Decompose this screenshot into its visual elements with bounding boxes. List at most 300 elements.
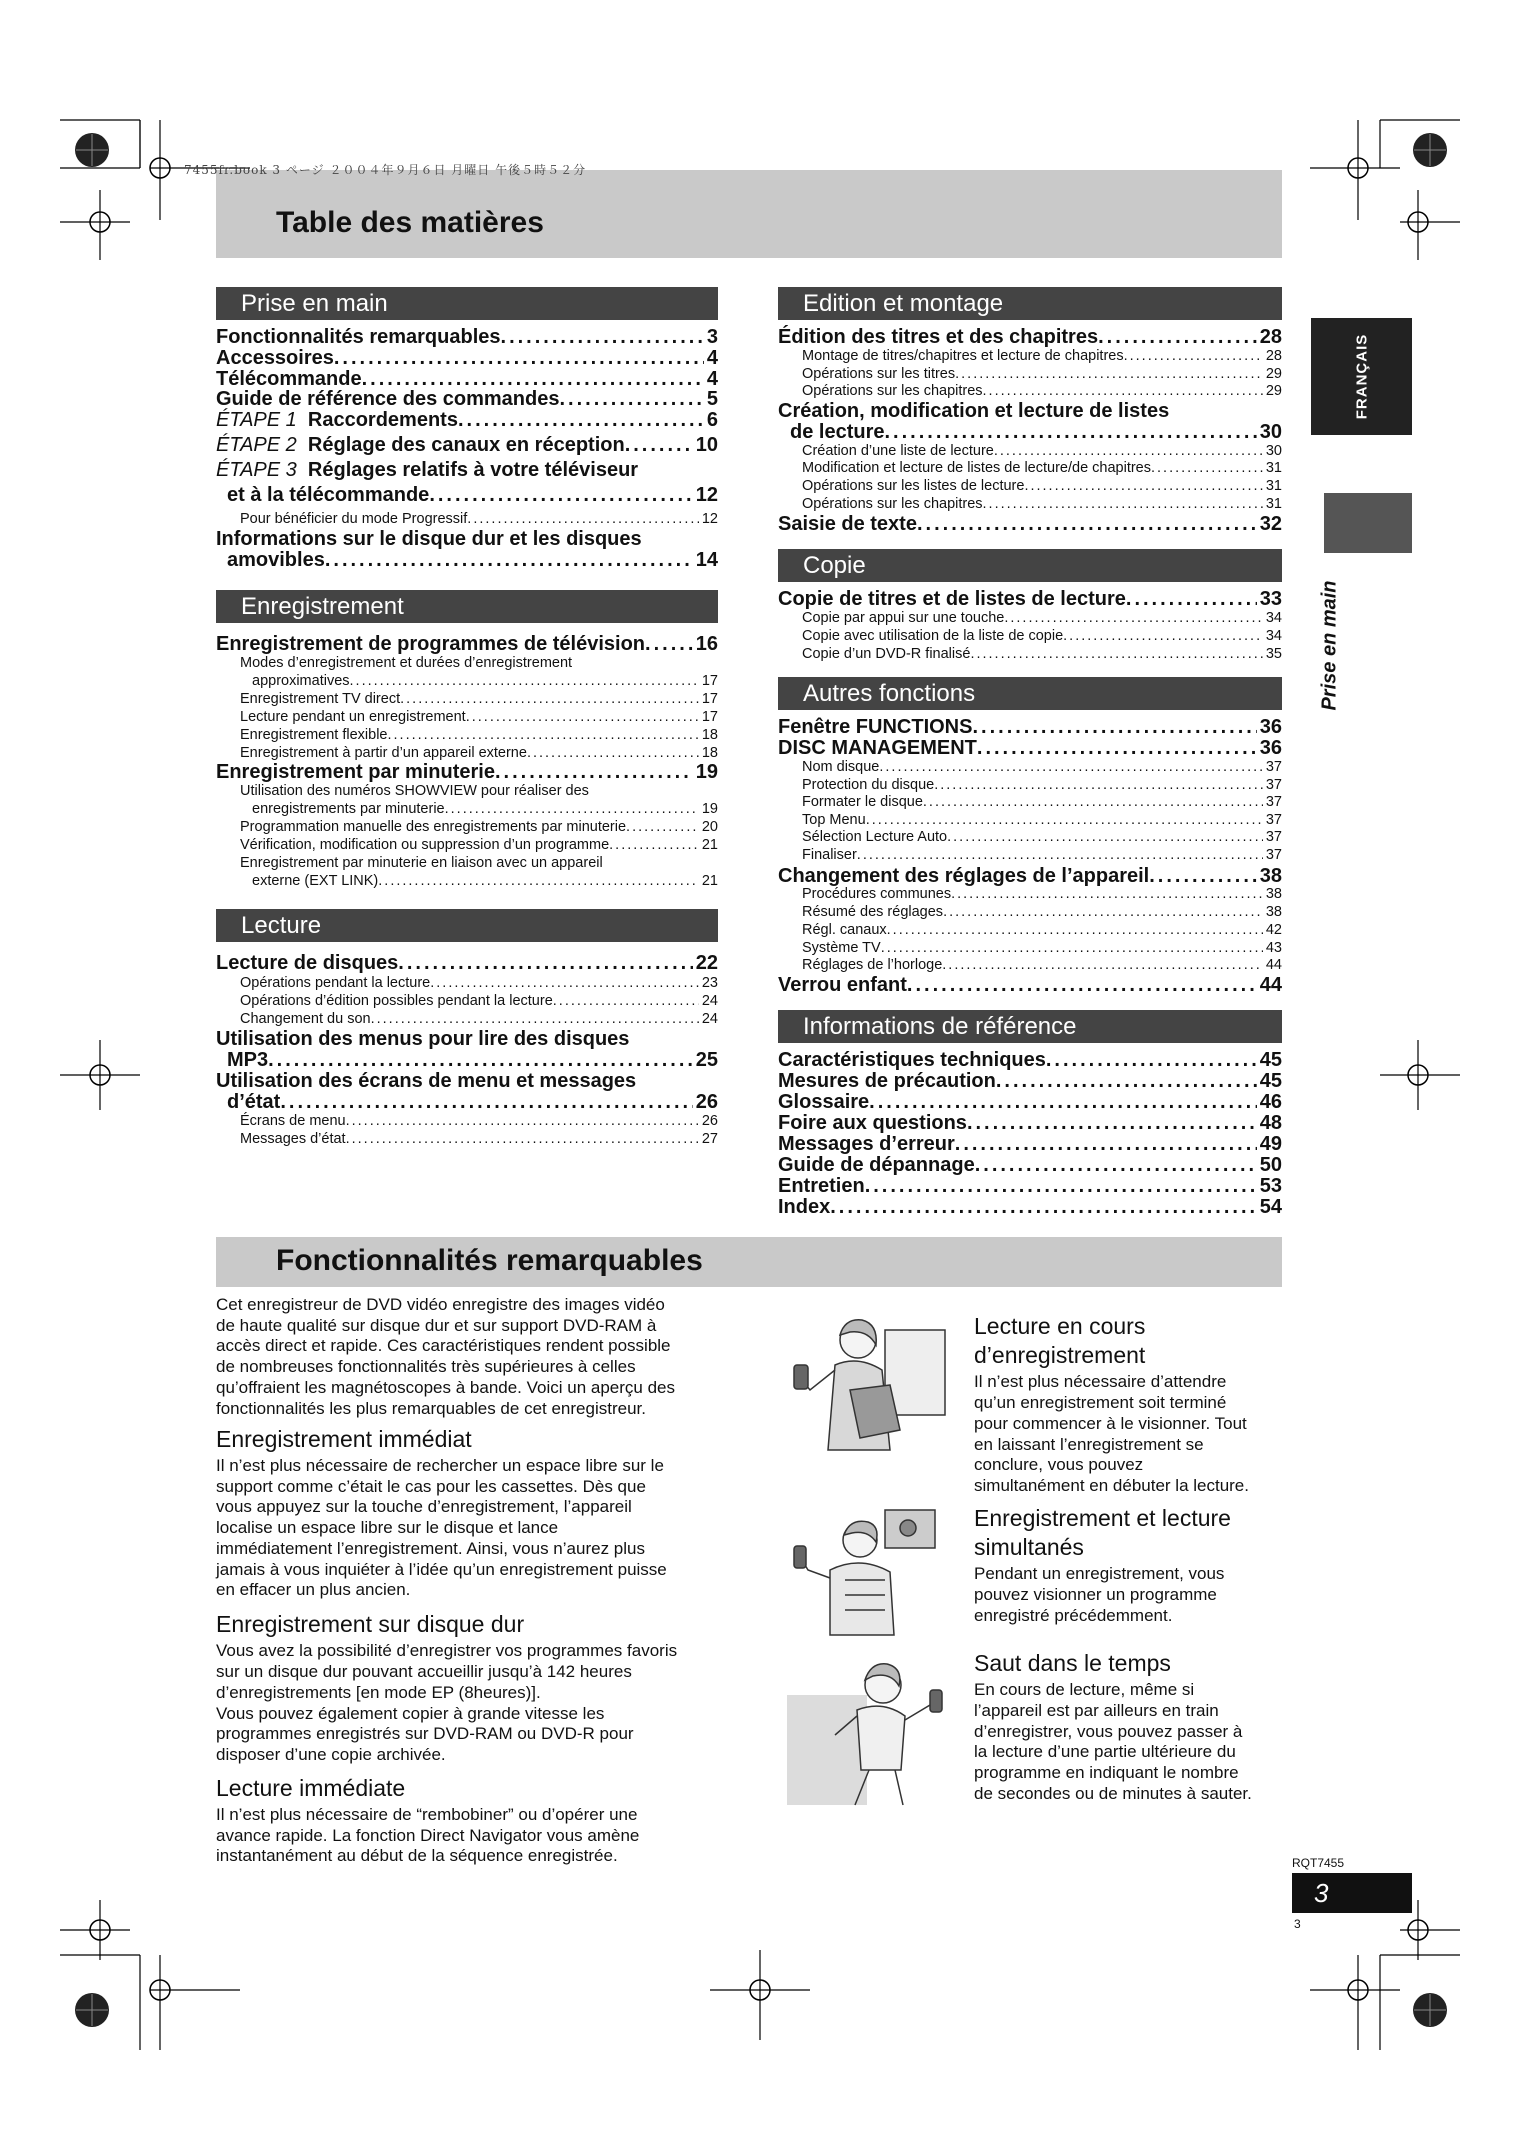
toc-page: 17 [701, 691, 718, 707]
toc-entry-label: externe (EXT LINK) [252, 873, 379, 889]
toc-leader [951, 886, 1263, 903]
illustration-woman-phone [790, 1310, 950, 1460]
toc-entry-label: Création d’une liste de lecture [802, 443, 994, 459]
toc-leader [378, 873, 699, 890]
toc-page: 19 [695, 761, 718, 783]
toc-entry-label: d’état [227, 1091, 281, 1113]
toc-page: 31 [1265, 460, 1282, 476]
file-stamp: 7455fr.book 3 ページ ２００４年９月６日 月曜日 午後５時５２分 [184, 163, 587, 177]
toc-entry-label: approximatives [252, 673, 350, 689]
toc-subentry[interactable] [240, 975, 718, 992]
toc-subentry[interactable] [240, 837, 718, 854]
toc-entry-label: Messages d’état [240, 1131, 346, 1147]
toc-leader [346, 1131, 699, 1148]
feature-heading: simultanés [974, 1534, 1084, 1560]
feature-line: enregistré précédemment. [974, 1606, 1173, 1625]
toc-leader [625, 435, 693, 456]
toc-subentry[interactable] [802, 759, 1282, 776]
toc-leader [371, 1011, 699, 1028]
toc-leader [830, 1197, 1257, 1218]
toc-page: 22 [695, 952, 718, 974]
section-head-enregistrement: Enregistrement [216, 590, 718, 623]
toc-entry-label: Édition des titres et des chapitres [778, 326, 1099, 348]
toc-subentry[interactable] [240, 993, 718, 1010]
feature-line: de secondes ou de minutes à sauter. [974, 1784, 1252, 1803]
toc-leader [917, 514, 1257, 535]
toc-page: 16 [695, 633, 718, 655]
toc-page: 29 [1265, 366, 1282, 382]
feature-line: support comme c’était le cas pour les cassettes. Dès que [216, 1477, 646, 1496]
toc-entry[interactable] [778, 1113, 1282, 1134]
toc-page: 20 [701, 819, 718, 835]
toc-leader [947, 829, 1263, 846]
features-intro-line: accès direct et rapide. Ces caractéristiques rendent possible [216, 1336, 671, 1355]
toc-leader [466, 709, 699, 726]
toc-subentry[interactable] [240, 745, 718, 762]
section-tab-label: Prise en main [1318, 579, 1341, 711]
toc-entry[interactable] [216, 369, 718, 390]
toc-page: 34 [1265, 610, 1282, 626]
toc-entry[interactable] [778, 327, 1282, 348]
feature-line: En cours de lecture, même si [974, 1680, 1195, 1699]
toc-entry-label: DISC MANAGEMENT [778, 737, 977, 759]
toc-entry-label: Guide de dépannage [778, 1154, 975, 1176]
toc-leader [942, 957, 1263, 974]
feature-line: d’enregistrer, vous pouvez passer à [974, 1722, 1243, 1741]
toc-entry[interactable] [778, 866, 1282, 887]
toc-page: 26 [701, 1113, 718, 1129]
toc-subentry[interactable] [802, 628, 1282, 645]
feature-line: instantanément au début de la séquence enregistrée. [216, 1846, 618, 1865]
toc-entry-label: Changement des réglages de l’appareil [778, 865, 1150, 887]
toc-page: 30 [1265, 443, 1282, 459]
toc-entry[interactable] [216, 634, 718, 655]
toc-subentry[interactable] [802, 443, 1282, 460]
toc-entry-label: Opérations sur les listes de lecture [802, 478, 1025, 494]
toc-entry-label: Foire aux questions [778, 1112, 967, 1134]
toc-entry-line[interactable]: Utilisation des menus pour lire des disques [216, 1028, 630, 1050]
toc-leader [1149, 866, 1257, 887]
toc-entry[interactable] [216, 327, 718, 348]
features-title: Fonctionnalités remarquables [276, 1244, 703, 1277]
section-tab-marker [1324, 493, 1412, 553]
model-code: RQT7455 [1292, 1856, 1345, 1870]
toc-page: 37 [1265, 847, 1282, 863]
toc-entry-label: Montage de titres/chapitres et lecture de chapitres [802, 348, 1124, 364]
toc-leader [609, 837, 699, 854]
toc-leader [1004, 610, 1263, 627]
toc-leader [884, 422, 1256, 443]
feature-line: programmes enregistrés sur DVD-RAM ou DVD-R pour [216, 1724, 634, 1743]
feature-line: qu’un enregistrement soit terminé [974, 1393, 1227, 1412]
section-head-prise-en-main: Prise en main [216, 287, 718, 320]
features-header-bar [216, 1237, 1282, 1287]
toc-page: 38 [1265, 904, 1282, 920]
toc-subentry[interactable] [802, 940, 1282, 957]
section-head-copie: Copie [778, 549, 1282, 582]
toc-entry[interactable] [216, 410, 718, 431]
toc-entry-label: Guide de référence des commandes [216, 388, 560, 410]
language-tab-label: FRANÇAIS [1353, 333, 1370, 420]
toc-page: 49 [1259, 1133, 1282, 1155]
toc-leader [983, 496, 1263, 513]
toc-entry-label: Caractéristiques techniques [778, 1049, 1046, 1071]
toc-leader [977, 738, 1257, 759]
toc-page: 33 [1259, 588, 1282, 610]
toc-entry-label: Opérations pendant la lecture [240, 975, 431, 991]
toc-page: 24 [701, 993, 718, 1009]
features-intro-line: de nombreuses fonctionnalités très supérieures à celles [216, 1357, 636, 1376]
toc-entry-line[interactable]: Utilisation des écrans de menu et messages [216, 1070, 637, 1092]
toc-page: 54 [1259, 1196, 1282, 1218]
toc-entry[interactable] [227, 1092, 718, 1113]
toc-leader [907, 975, 1257, 996]
toc-entry-label: Entretien [778, 1175, 865, 1197]
feature-line: immédiatement l’enregistrement. Ainsi, vous n’aurez plus [216, 1539, 645, 1558]
toc-page: 21 [701, 873, 718, 889]
section-head-autres: Autres fonctions [778, 677, 1282, 710]
toc-subentry[interactable] [240, 727, 718, 744]
toc-subentry[interactable] [802, 794, 1282, 811]
toc-step: ÉTAPE 3 [216, 459, 297, 481]
page-number-small: 3 [1294, 1917, 1301, 1931]
toc-page: 30 [1259, 421, 1282, 443]
toc-subentry[interactable] [802, 829, 1282, 846]
toc-subentry[interactable] [802, 777, 1282, 794]
toc-entry[interactable] [778, 1071, 1282, 1092]
toc-leader [325, 550, 693, 571]
toc-subentry[interactable] [802, 847, 1282, 864]
toc-leader [983, 383, 1263, 400]
toc-subentry[interactable] [802, 922, 1282, 939]
toc-page: 10 [695, 434, 718, 456]
section-head-edition: Edition et montage [778, 287, 1282, 320]
toc-entry-label: Protection du disque [802, 777, 935, 793]
toc-entry-label: Écrans de menu [240, 1113, 346, 1129]
toc-entry[interactable] [778, 717, 1282, 738]
toc-entry-label: Enregistrement de programmes de télévision [216, 633, 646, 655]
toc-entry-label: Changement du son [240, 1011, 371, 1027]
toc-leader [429, 485, 692, 506]
toc-entry[interactable] [778, 514, 1282, 535]
toc-leader [346, 1113, 699, 1130]
toc-leader [955, 366, 1263, 383]
toc-leader [1124, 348, 1263, 365]
feature-line: vous appuyez sur la touche d’enregistrement, l’appareil [216, 1497, 632, 1516]
toc-leader [955, 1134, 1257, 1155]
toc-entry-label: Modification et lecture de listes de lecture/de chapitres [802, 460, 1151, 476]
toc-entry[interactable] [778, 589, 1282, 610]
toc-entry[interactable] [216, 348, 718, 369]
toc-header-bar [216, 170, 1282, 258]
feature-line: Vous pouvez également copier à grande vitesse les [216, 1704, 605, 1723]
toc-entry-label: Enregistrement à partir d’un appareil externe [240, 745, 527, 761]
toc-subentry[interactable] [802, 886, 1282, 903]
toc-page: 23 [701, 975, 718, 991]
toc-entry-label: Procédures communes [802, 886, 952, 902]
toc-entry-label: Enregistrement par minuterie [216, 761, 495, 783]
toc-leader [362, 369, 704, 390]
toc-entry-label: Verrou enfant [778, 974, 907, 996]
toc-page: 36 [1259, 716, 1282, 738]
toc-page: 38 [1259, 865, 1282, 887]
toc-leader [996, 1071, 1257, 1092]
toc-subentry-line[interactable]: Enregistrement par minuterie en liaison avec un appareil [240, 855, 603, 871]
toc-leader [1098, 327, 1257, 348]
toc-leader [869, 1092, 1257, 1113]
toc-subentry[interactable] [802, 366, 1282, 383]
toc-entry-label: Top Menu [802, 812, 866, 828]
feature-line: Il n’est plus nécessaire d’attendre [974, 1372, 1227, 1391]
toc-entry-label: Opérations sur les chapitres [802, 383, 983, 399]
feature-line: d’enregistrements [en mode EP (8heures)]. [216, 1683, 541, 1702]
toc-entry-label: Pour bénéficier du mode Progressif [240, 511, 468, 527]
toc-entry-label: Lecture de disques [216, 952, 399, 974]
page-title: Table des matières [276, 206, 544, 239]
toc-entry-line[interactable]: Informations sur le disque dur et les disques [216, 528, 642, 550]
toc-page: 31 [1265, 496, 1282, 512]
toc-entry-label: Copie d’un DVD-R finalisé [802, 646, 971, 662]
toc-entry-label: Réglages de l’horloge [802, 957, 943, 973]
toc-leader [1151, 460, 1263, 477]
toc-subentry[interactable] [802, 610, 1282, 627]
toc-subentry-line[interactable]: Utilisation des numéros SHOWVIEW pour réaliser des [240, 783, 589, 799]
toc-subentry[interactable] [802, 646, 1282, 663]
toc-entry-label: Formater le disque [802, 794, 923, 810]
toc-entry[interactable] [227, 485, 718, 506]
toc-page: 12 [701, 511, 718, 527]
toc-page: 43 [1265, 940, 1282, 956]
toc-entry-label: de lecture [790, 421, 885, 443]
toc-leader [1063, 628, 1263, 645]
feature-line: programme en indiquant le nombre [974, 1763, 1239, 1782]
toc-leader [553, 993, 699, 1010]
toc-page: 17 [701, 673, 718, 689]
toc-entry-label: Enregistrement flexible [240, 727, 388, 743]
toc-page: 53 [1259, 1175, 1282, 1197]
toc-subentry[interactable] [240, 1131, 718, 1148]
toc-subentry[interactable] [252, 873, 718, 890]
toc-leader [398, 953, 692, 974]
toc-subentry[interactable] [252, 801, 718, 818]
toc-entry-label: Nom disque [802, 759, 880, 775]
toc-leader [400, 691, 699, 708]
toc-entry[interactable] [778, 1155, 1282, 1176]
toc-page: 29 [1265, 383, 1282, 399]
toc-page: 28 [1265, 348, 1282, 364]
toc-page: 18 [701, 745, 718, 761]
toc-page: 37 [1265, 759, 1282, 775]
toc-page: 18 [701, 727, 718, 743]
toc-subentry[interactable] [802, 904, 1282, 921]
toc-leader [972, 717, 1256, 738]
toc-entry-label: Fenêtre FUNCTIONS [778, 716, 973, 738]
toc-entry-label: Opérations d’édition possibles pendant la lecture [240, 993, 553, 1009]
toc-page: 28 [1259, 326, 1282, 348]
feature-line: pouvez visionner un programme [974, 1585, 1217, 1604]
toc-page: 37 [1265, 829, 1282, 845]
toc-subentry[interactable] [802, 496, 1282, 513]
toc-subentry[interactable] [240, 709, 718, 726]
toc-entry-label: et à la télécommande [227, 484, 430, 506]
toc-leader [645, 634, 693, 655]
toc-leader [865, 1176, 1257, 1197]
toc-page: 19 [701, 801, 718, 817]
toc-page: 45 [1259, 1070, 1282, 1092]
toc-page: 50 [1259, 1154, 1282, 1176]
toc-page: 38 [1265, 886, 1282, 902]
toc-leader [280, 1092, 692, 1113]
toc-page: 31 [1265, 478, 1282, 494]
toc-subentry[interactable] [802, 957, 1282, 974]
toc-entry-line[interactable]: Création, modification et lecture de listes [778, 400, 1170, 422]
toc-leader [1024, 478, 1262, 495]
toc-leader [866, 812, 1263, 829]
feature-line: jamais à vous inquiéter à l’idée qu’un enregistrement puisse [216, 1560, 667, 1579]
feature-line: Pendant un enregistrement, vous [974, 1564, 1225, 1583]
toc-leader [887, 922, 1263, 939]
toc-page: 5 [706, 388, 718, 410]
toc-entry-line[interactable] [216, 460, 638, 481]
feature-line: pour commencer à le visionner. Tout [974, 1414, 1247, 1433]
toc-entry-label: Glossaire [778, 1091, 870, 1113]
toc-entry-label: Accessoires [216, 347, 334, 369]
toc-leader [467, 511, 699, 528]
toc-subentry[interactable] [802, 383, 1282, 400]
feature-line: Vous avez la possibilité d’enregistrer vos programmes favoris [216, 1641, 678, 1660]
toc-entry-label: Télécommande [216, 368, 362, 390]
feature-line: la lecture d’une partie ultérieure du [974, 1742, 1236, 1761]
page-number: 3 [1292, 1873, 1412, 1913]
toc-entry[interactable] [778, 1197, 1282, 1218]
toc-entry[interactable] [778, 975, 1282, 996]
toc-subentry[interactable] [252, 673, 718, 690]
toc-page: 44 [1259, 974, 1282, 996]
toc-subentry[interactable] [802, 812, 1282, 829]
section-head-lecture: Lecture [216, 909, 718, 942]
toc-leader [388, 727, 699, 744]
toc-entry-label: Mesures de précaution [778, 1070, 996, 1092]
section-head-reference: Informations de référence [778, 1010, 1282, 1043]
feature-line: Il n’est plus nécessaire de rechercher un espace libre sur le [216, 1456, 664, 1475]
toc-entry-label: Programmation manuelle des enregistrements par minuterie [240, 819, 627, 835]
toc-leader [857, 847, 1263, 864]
toc-leader [934, 777, 1263, 794]
toc-subentry[interactable] [802, 348, 1282, 365]
toc-subentry[interactable] [240, 691, 718, 708]
toc-entry-label: Sélection Lecture Auto [802, 829, 948, 845]
toc-page: 34 [1265, 628, 1282, 644]
toc-leader [1126, 589, 1257, 610]
toc-page: 17 [701, 709, 718, 725]
toc-subentry[interactable] [802, 478, 1282, 495]
features-intro-line: qu’offraient les magnétoscopes à bande. Voici un aperçu des [216, 1378, 675, 1397]
toc-page: 37 [1265, 794, 1282, 810]
toc-page: 36 [1259, 737, 1282, 759]
toc-entry[interactable] [778, 738, 1282, 759]
toc-subentry[interactable] [240, 819, 718, 836]
toc-page: 24 [701, 1011, 718, 1027]
toc-entry-label: Copie par appui sur une touche [802, 610, 1005, 626]
toc-leader [334, 348, 704, 369]
toc-page: 35 [1265, 646, 1282, 662]
feature-line: disposer d’une copie archivée. [216, 1745, 446, 1764]
toc-entry[interactable] [216, 953, 718, 974]
toc-leader [923, 794, 1263, 811]
toc-page: 37 [1265, 812, 1282, 828]
toc-page: 26 [695, 1091, 718, 1113]
toc-step: ÉTAPE 1 [216, 409, 297, 431]
language-tab-label-wrap [1311, 318, 1412, 435]
toc-entry-label: Réglage des canaux en réception [307, 434, 625, 456]
toc-page: 25 [695, 1049, 718, 1071]
toc-entry[interactable] [216, 435, 718, 456]
toc-subentry-line[interactable]: Modes d’enregistrement et durées d’enregistrement [240, 655, 573, 671]
toc-leader [268, 1050, 693, 1071]
toc-entry-label: Saisie de texte [778, 513, 917, 535]
features-intro-line: Cet enregistreur de DVD vidéo enregistre des images vidéo [216, 1295, 665, 1314]
toc-leader [970, 646, 1262, 663]
toc-leader [975, 1155, 1257, 1176]
toc-page: 4 [706, 368, 718, 390]
feature-heading: Lecture en cours [974, 1313, 1146, 1339]
toc-entry[interactable] [778, 1092, 1282, 1113]
features-intro-line: de haute qualité sur disque dur et sur support DVD-RAM à [216, 1316, 657, 1335]
feature-line: en laissant l’enregistrement se [974, 1435, 1204, 1454]
feature-line: Il n’est plus nécessaire de “rembobiner” ou d’opérer une [216, 1805, 638, 1824]
toc-entry[interactable] [778, 1050, 1282, 1071]
toc-entry-label: Résumé des réglages [802, 904, 944, 920]
toc-entry[interactable] [227, 550, 718, 571]
toc-entry[interactable] [778, 1176, 1282, 1197]
toc-subentry[interactable] [240, 1113, 718, 1130]
feature-line: simultanément en débuter la lecture. [974, 1476, 1249, 1495]
feature-line: en effacer un plus ancien. [216, 1580, 411, 1599]
toc-entry[interactable] [790, 422, 1282, 443]
toc-leader [881, 940, 1263, 957]
toc-subentry[interactable] [240, 511, 718, 528]
illustration-man-watching [790, 1500, 950, 1640]
toc-entry-label: Copie avec utilisation de la liste de copie [802, 628, 1064, 644]
toc-entry-label: Lecture pendant un enregistrement [240, 709, 466, 725]
toc-page: 14 [695, 549, 718, 571]
toc-leader [350, 673, 699, 690]
section-tab-label-wrap [1295, 560, 1365, 730]
feature-heading: Saut dans le temps [974, 1650, 1171, 1676]
toc-entry-label: MP3 [227, 1049, 269, 1071]
toc-step: ÉTAPE 2 [216, 434, 297, 456]
feature-heading: Enregistrement immédiat [216, 1426, 472, 1452]
toc-page: 3 [706, 326, 718, 348]
toc-entry-label: Messages d’erreur [778, 1133, 955, 1155]
toc-entry[interactable] [216, 762, 718, 783]
toc-leader [626, 819, 699, 836]
toc-entry[interactable] [227, 1050, 718, 1071]
toc-entry-label: Régl. canaux [802, 922, 887, 938]
toc-entry-label: Enregistrement TV direct [240, 691, 401, 707]
toc-subentry[interactable] [240, 1011, 718, 1028]
toc-leader [495, 762, 693, 783]
toc-entry[interactable] [216, 389, 718, 410]
toc-leader [430, 975, 699, 992]
toc-leader [559, 389, 703, 410]
toc-page: 46 [1259, 1091, 1282, 1113]
toc-leader [967, 1113, 1257, 1134]
toc-page: 27 [701, 1131, 718, 1147]
toc-subentry[interactable] [802, 460, 1282, 477]
toc-entry[interactable] [778, 1134, 1282, 1155]
toc-page: 44 [1265, 957, 1282, 973]
